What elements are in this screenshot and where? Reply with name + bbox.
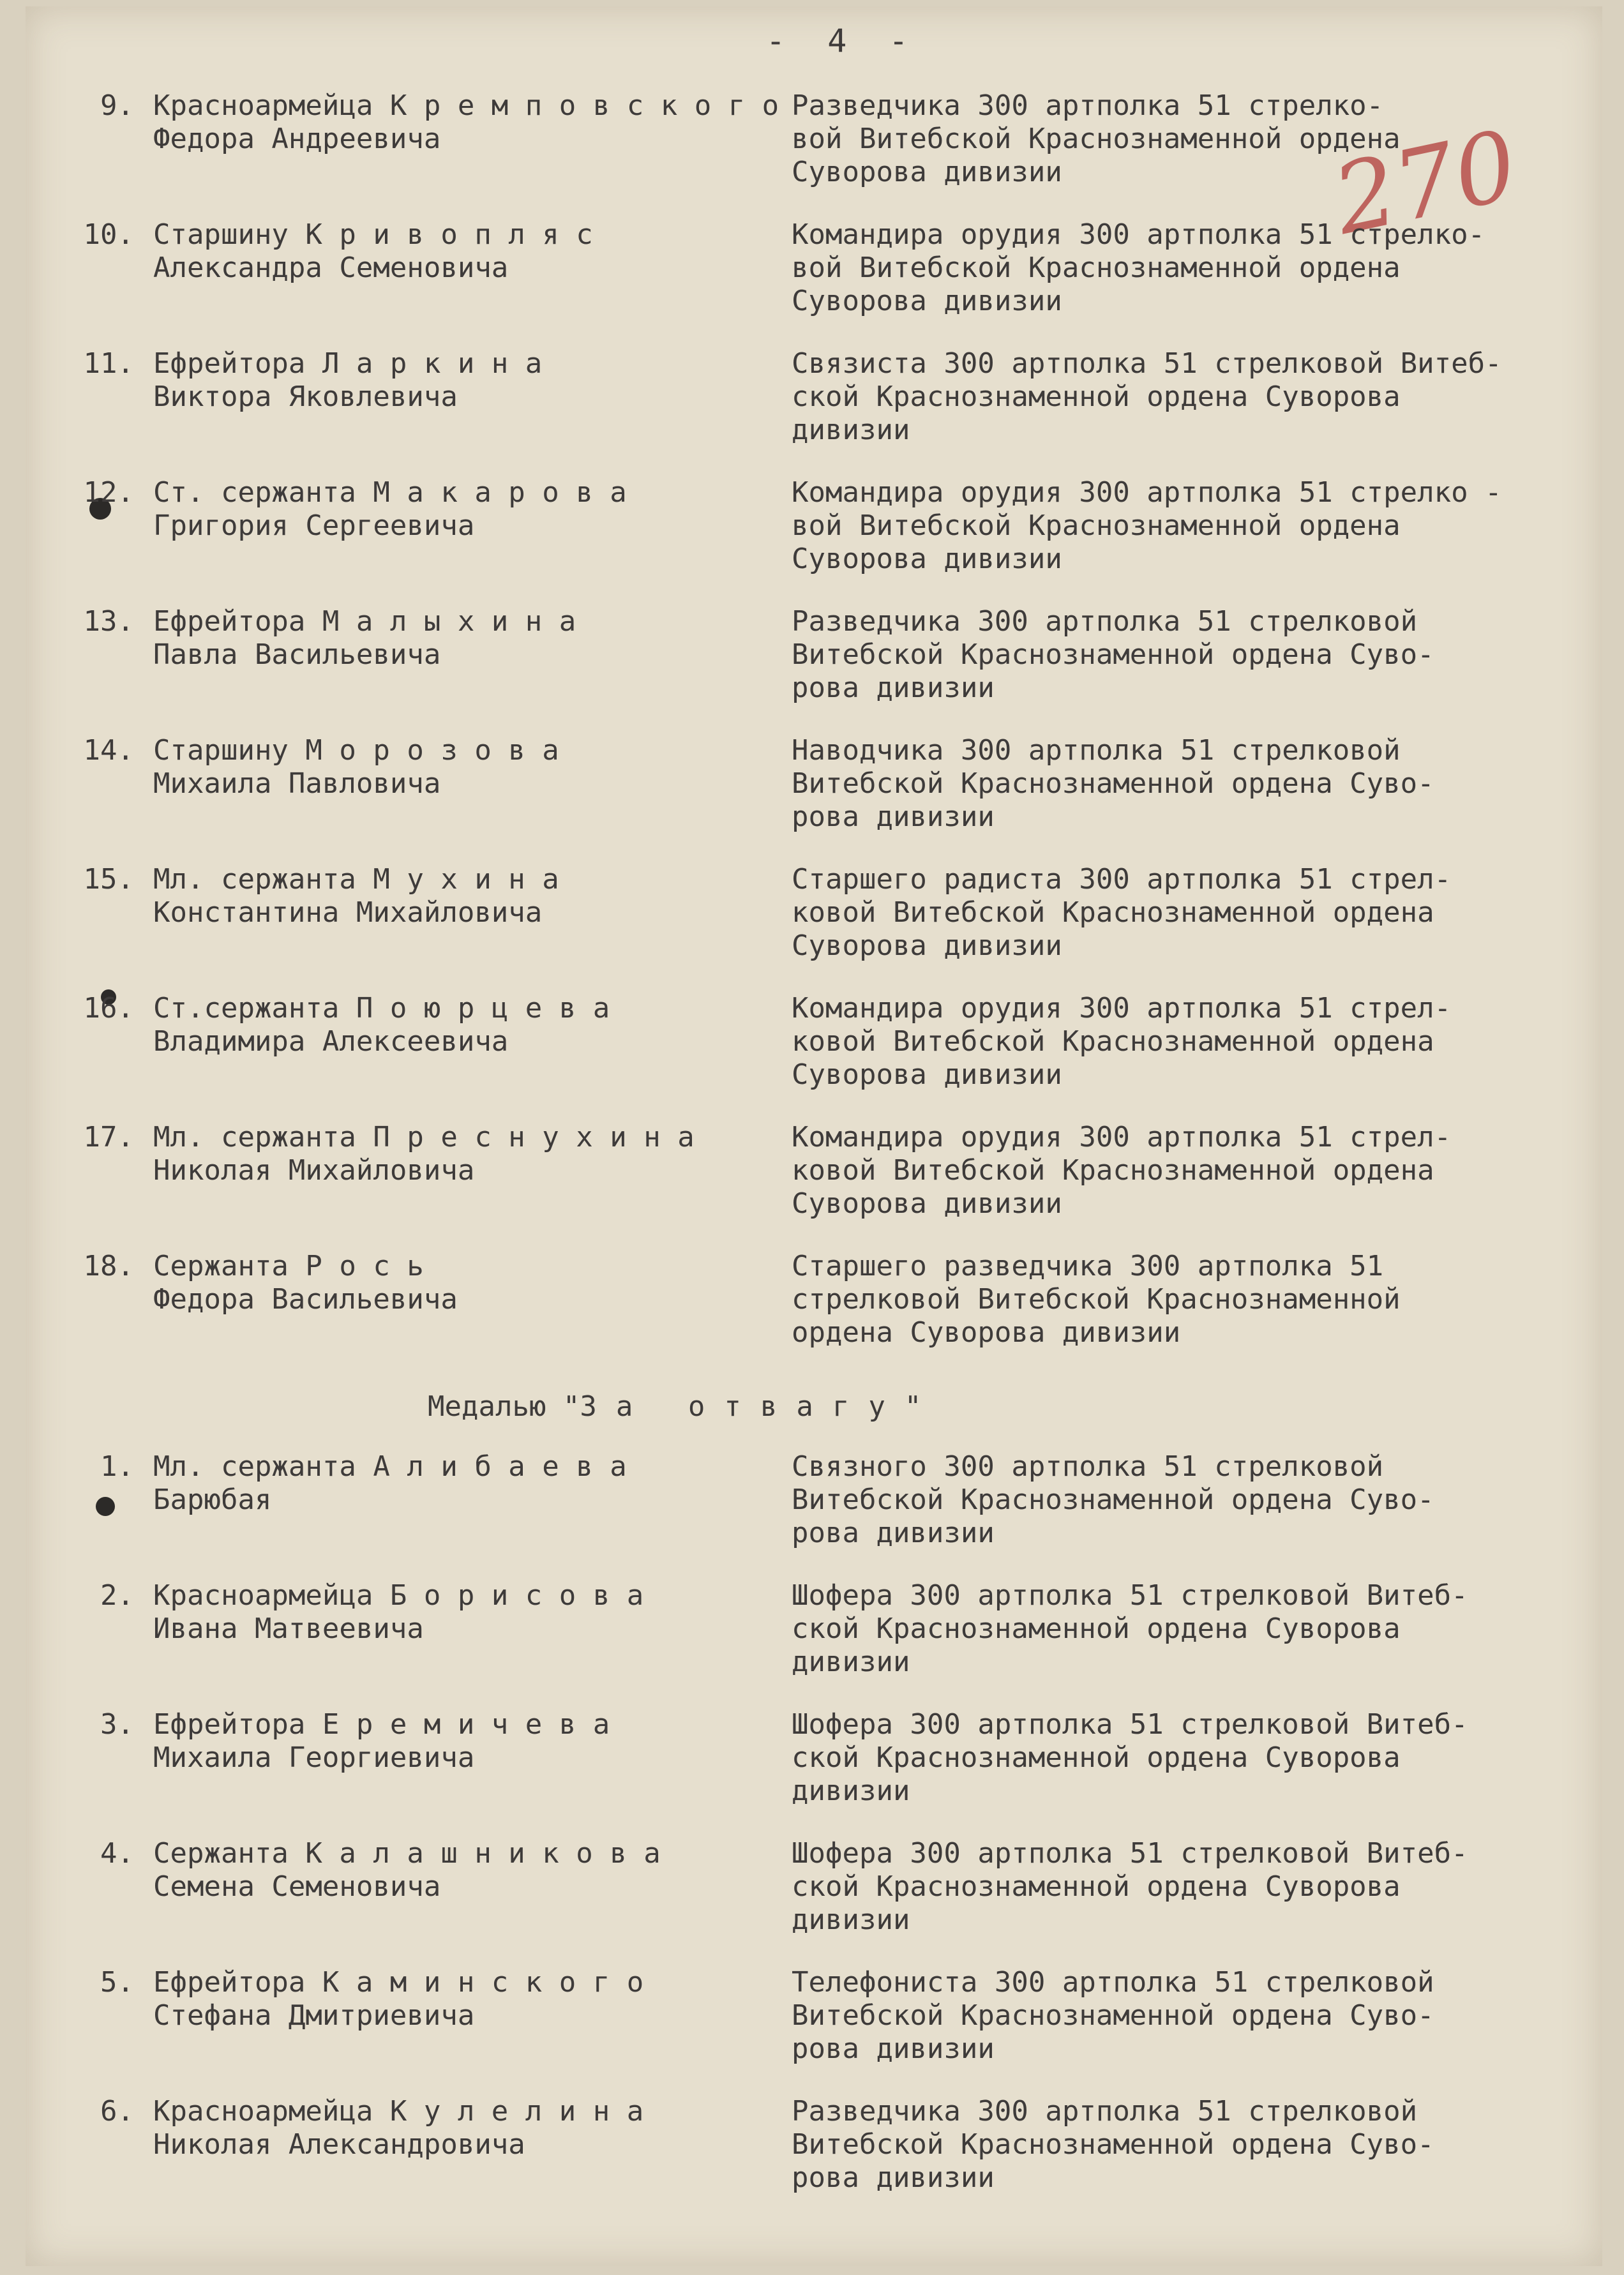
- page-number: - 4 -: [766, 22, 920, 59]
- award-entry: [26, 1708, 1602, 1836]
- entry-rank-surname: Красноармейца Б о р и с о в а: [153, 1579, 644, 1612]
- entry-position-line: Шофера 300 артполка 51 стрелковой Витеб-: [792, 1708, 1468, 1741]
- award-entry: [26, 1966, 1602, 2094]
- entry-number: 5.: [100, 1966, 134, 1999]
- entry-rank-surname: Ефрейтора Е р е м и ч е в а: [153, 1708, 610, 1741]
- entry-number: 9.: [100, 89, 134, 122]
- entry-position-line: вой Витебской Краснознаменной ордена: [792, 123, 1401, 155]
- entry-position-line: вой Витебской Краснознаменной ордена: [792, 509, 1401, 542]
- entry-position-line: Витебской Краснознаменной ордена Суво-: [792, 638, 1434, 671]
- entry-position-line: ской Краснознаменной ордена Суворова: [792, 1741, 1401, 1774]
- entry-position: [792, 2095, 1434, 2195]
- entry-given-names: Константина Михайловича: [153, 896, 543, 929]
- entry-given-names: Федора Андреевича: [153, 123, 441, 155]
- entry-position-line: Витебской Краснознаменной ордена Суво-: [792, 1999, 1434, 2032]
- entry-number: 11.: [83, 347, 134, 380]
- entry-rank-surname: Красноармейца К у л е л и н а: [153, 2095, 644, 2128]
- entry-given-names: Михаила Георгиевича: [153, 1741, 475, 1774]
- handwritten-archive-number: 270: [1325, 110, 1527, 257]
- entry-number: 6.: [100, 2095, 134, 2128]
- entry-number: 17.: [83, 1121, 134, 1153]
- entry-number: 2.: [100, 1579, 134, 1612]
- entry-rank-surname: Мл. сержанта А л и б а е в а: [153, 1450, 627, 1483]
- entry-position-line: Суворова дивизии: [792, 1187, 1062, 1220]
- entry-number: 12.: [83, 476, 134, 509]
- entry-position-line: Командира орудия 300 артполка 51 стрелко-: [792, 218, 1485, 251]
- entry-rank-surname: Ст. сержанта М а к а р о в а: [153, 476, 627, 509]
- entry-number: 10.: [83, 218, 134, 251]
- heading-suffix: ": [904, 1390, 922, 1423]
- entry-number: 4.: [100, 1837, 134, 1870]
- entry-position: [792, 476, 1502, 576]
- award-entry: [26, 1450, 1602, 1578]
- entry-position-line: рова дивизии: [792, 2161, 995, 2194]
- award-entry: [26, 992, 1602, 1120]
- entry-rank-surname: Ст.сержанта П о ю р ц е в а: [153, 992, 610, 1025]
- entry-rank-surname: Старшину М о р о з о в а: [153, 734, 559, 767]
- entry-position-line: вой Витебской Краснознаменной ордена: [792, 252, 1401, 284]
- entry-position: [792, 1121, 1451, 1220]
- entry-rank-surname: Старшину К р и в о п л я с: [153, 218, 593, 251]
- entry-position-line: ской Краснознаменной ордена Суворова: [792, 1612, 1401, 1645]
- award-entry: [26, 2095, 1602, 2223]
- entry-given-names: Ивана Матвеевича: [153, 1612, 424, 1645]
- entry-given-names: Виктора Яковлевича: [153, 380, 458, 413]
- entry-position-line: ской Краснознаменной ордена Суворова: [792, 380, 1401, 413]
- award-entry: [26, 863, 1602, 991]
- entry-position-line: Витебской Краснознаменной ордена Суво-: [792, 2128, 1434, 2161]
- entry-position-line: Разведчика 300 артполка 51 стрелковой: [792, 2095, 1418, 2128]
- entry-position-line: ской Краснознаменной ордена Суворова: [792, 1870, 1401, 1903]
- entry-position-line: Шофера 300 артполка 51 стрелковой Витеб-: [792, 1837, 1468, 1870]
- entry-rank-surname: Сержанта К а л а ш н и к о в а: [153, 1837, 661, 1870]
- entry-given-names: Владимира Алексеевича: [153, 1025, 509, 1058]
- entry-position-line: Шофера 300 артполка 51 стрелковой Витеб-: [792, 1579, 1468, 1612]
- entry-position: [792, 1837, 1468, 1937]
- entry-position-line: Разведчика 300 артполка 51 стрелковой: [792, 605, 1418, 638]
- entry-number: 18.: [83, 1250, 134, 1282]
- entry-position-line: дивизии: [792, 414, 910, 446]
- entry-position-line: Витебской Краснознаменной ордена Суво-: [792, 1483, 1434, 1516]
- entry-position-line: Суворова дивизии: [792, 156, 1062, 188]
- award-entry: [26, 347, 1602, 475]
- entry-given-names: Семена Семеновича: [153, 1870, 441, 1903]
- award-entry: [26, 476, 1602, 604]
- entry-given-names: Павла Васильевича: [153, 638, 441, 671]
- entry-rank-surname: Ефрейтора М а л ы х и н а: [153, 605, 576, 638]
- award-entry: [26, 1579, 1602, 1707]
- award-entry: [26, 734, 1602, 862]
- entry-rank-surname: Мл. сержанта П р е с н у х и н а: [153, 1121, 695, 1153]
- entry-position-line: ордена Суворова дивизии: [792, 1316, 1181, 1349]
- section-heading-medal-for-courage: [428, 1390, 921, 1423]
- entry-position-line: Суворова дивизии: [792, 543, 1062, 575]
- entry-number: 16.: [83, 992, 134, 1025]
- entry-given-names: Федора Васильевича: [153, 1283, 458, 1316]
- entry-position-line: дивизии: [792, 1775, 910, 1807]
- entry-rank-surname: Красноармейца К р е м п о в с к о г о: [153, 89, 779, 122]
- entry-position-line: рова дивизии: [792, 800, 995, 833]
- entry-position-line: рова дивизии: [792, 672, 995, 704]
- award-entry: [26, 89, 1602, 217]
- entry-position-line: дивизии: [792, 1646, 910, 1678]
- entry-position-line: Суворова дивизии: [792, 929, 1062, 962]
- entry-position-line: рова дивизии: [792, 1517, 995, 1549]
- entry-position: [792, 863, 1451, 963]
- entry-given-names: Николая Александровича: [153, 2128, 525, 2161]
- entry-position-line: Старшего радиста 300 артполка 51 стрел-: [792, 863, 1452, 896]
- entry-given-names: Николая Михайловича: [153, 1154, 475, 1187]
- award-entry: [26, 1250, 1602, 1378]
- entry-position-line: Старшего разведчика 300 артполка 51: [792, 1250, 1384, 1282]
- entry-position-line: ковой Витебской Краснознаменной ордена: [792, 896, 1434, 929]
- entry-given-names: Стефана Дмитриевича: [153, 1999, 475, 2032]
- entry-position: [792, 1250, 1401, 1349]
- entry-position: [792, 347, 1502, 447]
- entry-position-line: Командира орудия 300 артполка 51 стрел-: [792, 1121, 1452, 1153]
- entry-position: [792, 1708, 1468, 1808]
- entry-given-names: Григория Сергеевича: [153, 509, 475, 542]
- entry-position: [792, 218, 1485, 318]
- award-entry: [26, 218, 1602, 346]
- entry-given-names: Александра Семеновича: [153, 252, 509, 284]
- entry-given-names: Барюбая: [153, 1483, 272, 1516]
- entry-position-line: дивизии: [792, 1903, 910, 1936]
- entry-position-line: Разведчика 300 артполка 51 стрелко-: [792, 89, 1384, 122]
- entry-rank-surname: Сержанта Р о с ь: [153, 1250, 424, 1282]
- award-entry: [26, 1837, 1602, 1965]
- entry-rank-surname: Ефрейтора К а м и н с к о г о: [153, 1966, 644, 1999]
- entry-position: [792, 1450, 1434, 1550]
- entry-position: [792, 1966, 1434, 2066]
- entry-position: [792, 734, 1434, 834]
- entry-position: [792, 605, 1434, 705]
- entry-position-line: Телефониста 300 артполка 51 стрелковой: [792, 1966, 1434, 1999]
- award-entry: [26, 1121, 1602, 1249]
- entry-position-line: Суворова дивизии: [792, 285, 1062, 317]
- heading-spaced-title: За отвагу: [580, 1390, 905, 1423]
- entry-position-line: Связиста 300 артполка 51 стрелковой Витеб-: [792, 347, 1502, 380]
- heading-prefix: Медалью ": [428, 1390, 580, 1423]
- entry-position-line: Витебской Краснознаменной ордена Суво-: [792, 767, 1434, 800]
- entry-number: 13.: [83, 605, 134, 638]
- entry-position: [792, 89, 1401, 189]
- entry-position-line: ковой Витебской Краснознаменной ордена: [792, 1154, 1434, 1187]
- document-page: [26, 6, 1602, 2266]
- entry-position: [792, 1579, 1468, 1679]
- entry-rank-surname: Ефрейтора Л а р к и н а: [153, 347, 543, 380]
- entry-number: 15.: [83, 863, 134, 896]
- entry-position-line: Командира орудия 300 артполка 51 стрелко -: [792, 476, 1502, 509]
- entry-rank-surname: Мл. сержанта М у х и н а: [153, 863, 559, 896]
- entry-position: [792, 992, 1451, 1092]
- entry-position-line: Связного 300 артполка 51 стрелковой: [792, 1450, 1384, 1483]
- entry-number: 14.: [83, 734, 134, 767]
- entry-position-line: Суворова дивизии: [792, 1058, 1062, 1091]
- entry-given-names: Михаила Павловича: [153, 767, 441, 800]
- entry-position-line: ковой Витебской Краснознаменной ордена: [792, 1025, 1434, 1058]
- award-entry: [26, 605, 1602, 733]
- entry-number: 3.: [100, 1708, 134, 1741]
- entry-position-line: Командира орудия 300 артполка 51 стрел-: [792, 992, 1452, 1025]
- entry-position-line: рова дивизии: [792, 2032, 995, 2065]
- entry-position-line: стрелковой Витебской Краснознаменной: [792, 1283, 1401, 1316]
- entry-number: 1.: [100, 1450, 134, 1483]
- entry-position-line: Наводчика 300 артполка 51 стрелковой: [792, 734, 1401, 767]
